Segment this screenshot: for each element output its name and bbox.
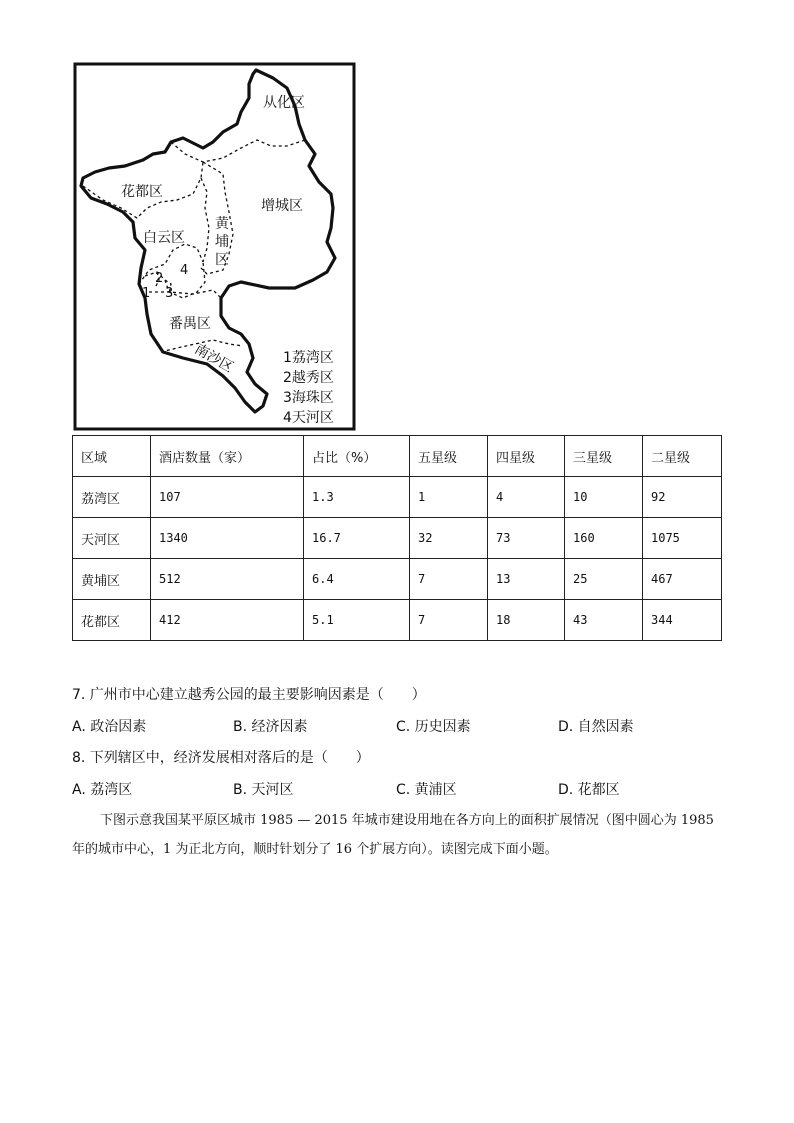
table-header: 酒店数量（家） [151,436,304,477]
table-header: 占比（%） [304,436,410,477]
table-header: 三星级 [565,436,643,477]
table-cell: 512 [151,559,304,600]
table-cell: 344 [643,600,722,641]
table-cell: 6.4 [304,559,410,600]
marker-3: 3 [165,286,174,301]
table-cell: 荔湾区 [73,477,151,518]
q7-option-c[interactable]: C. 历史因素 [396,719,471,735]
table-header: 四星级 [488,436,565,477]
q8-option-c[interactable]: C. 黄浦区 [396,782,457,798]
legend-item: 3海珠区 [283,390,334,406]
table-cell: 1075 [643,518,722,559]
table-cell: 1.3 [304,477,410,518]
table-header-row [73,436,722,477]
legend-item: 2越秀区 [283,370,334,386]
label-panyu: 番禺区 [169,316,211,332]
label-huadu: 花都区 [121,184,163,200]
question-7-stem: 7. 广州市中心建立越秀公园的最主要影响因素是（ ） [72,687,426,703]
table-row [73,477,722,518]
table-cell: 4 [488,477,565,518]
table-cell: 10 [565,477,643,518]
table-cell: 7 [410,559,488,600]
hotel-table [72,435,722,641]
table-cell: 467 [643,559,722,600]
legend-item: 4天河区 [283,410,334,426]
table-cell: 73 [488,518,565,559]
intro-paragraph: 下图示意我国某平原区城市 1985 — 2015 年城市建设用地在各方向上的面积扩展情况（图中圆心为 1985 年的城市中心，1 为正北方向，顺时针划分了 16 个扩展方向）。读图完成下面小题。 [72,813,714,857]
table-cell: 黄埔区 [73,559,151,600]
table-cell: 25 [565,559,643,600]
marker-2: 2 [155,271,164,286]
table-header: 区域 [73,436,151,477]
label-conghua: 从化区 [263,95,305,111]
marker-1: 1 [142,286,151,301]
table-cell: 92 [643,477,722,518]
table-row [73,518,722,559]
table-cell: 7 [410,600,488,641]
table-cell: 天河区 [73,518,151,559]
table-cell: 18 [488,600,565,641]
legend-item: 1荔湾区 [283,350,334,366]
table-cell: 16.7 [304,518,410,559]
guangzhou-district-map [73,62,356,431]
table-header: 二星级 [643,436,722,477]
table-cell: 1 [410,477,488,518]
table-row [73,600,722,641]
label-baiyun: 白云区 [143,230,185,246]
marker-4: 4 [180,263,189,278]
q7-option-b[interactable]: B. 经济因素 [233,719,308,735]
table-header: 五星级 [410,436,488,477]
q8-option-d[interactable]: D. 花都区 [558,782,620,798]
q7-option-d[interactable]: D. 自然因素 [558,719,634,735]
table-cell: 43 [565,600,643,641]
label-huangpu-1: 黄 [215,216,229,232]
table-cell: 412 [151,600,304,641]
q8-option-b[interactable]: B. 天河区 [233,782,294,798]
table-cell: 32 [410,518,488,559]
label-huangpu-3: 区 [215,252,229,268]
table-cell: 13 [488,559,565,600]
table-row [73,559,722,600]
label-zengcheng: 增城区 [261,198,303,214]
table-cell: 107 [151,477,304,518]
label-nansha: 南沙区 [191,341,237,376]
table-cell: 1340 [151,518,304,559]
q8-option-a[interactable]: A. 荔湾区 [72,782,133,798]
table-cell: 花都区 [73,600,151,641]
table-cell: 5.1 [304,600,410,641]
table-cell: 160 [565,518,643,559]
label-huangpu-2: 埔 [215,234,229,250]
question-8-stem: 8. 下列辖区中，经济发展相对落后的是（ ） [72,750,370,766]
q7-option-a[interactable]: A. 政治因素 [72,719,147,735]
